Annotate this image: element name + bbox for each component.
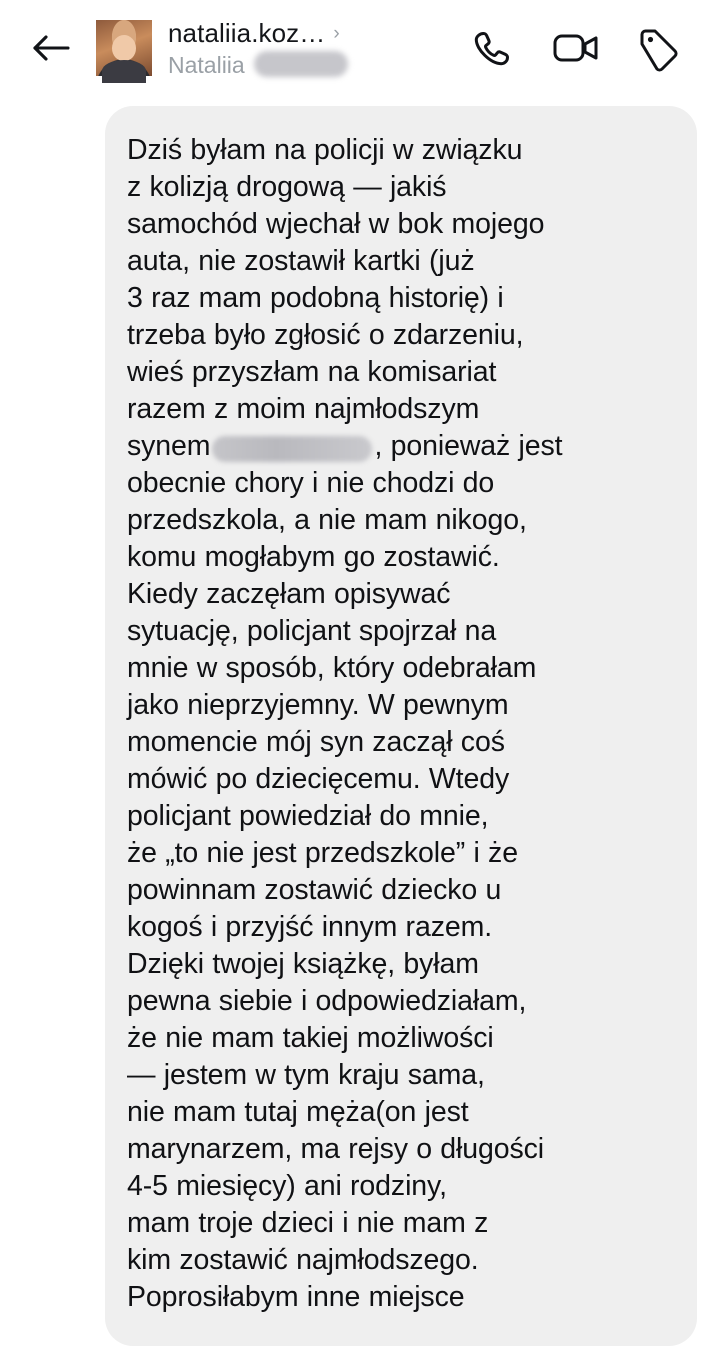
message-line: auta, nie zostawił kartki (już bbox=[127, 245, 475, 277]
username-row[interactable] bbox=[168, 18, 455, 49]
message-line: razem z moim najmłodszym bbox=[127, 393, 480, 425]
message-line: momencie mój syn zaczął coś bbox=[127, 726, 505, 758]
fullname-row bbox=[168, 52, 455, 79]
conversation-title[interactable] bbox=[168, 18, 455, 79]
message-line: trzeba było zgłosić o zdarzeniu, bbox=[127, 319, 524, 351]
message-bubble[interactable] bbox=[105, 106, 697, 1346]
message-line: Dzięki twojej książkę, byłam bbox=[127, 948, 479, 980]
video-call-button[interactable] bbox=[549, 21, 603, 75]
message-line: jako nieprzyjemny. W pewnym bbox=[127, 689, 509, 721]
message-text bbox=[127, 132, 673, 1316]
message-line: kogoś i przyjść innym razem. bbox=[127, 911, 493, 943]
message-line: mówić po dziecięcemu. Wtedy bbox=[127, 763, 510, 795]
message-line-prefix: synem bbox=[127, 430, 211, 462]
message-line: marynarzem, ma rejsy o długości bbox=[127, 1133, 545, 1165]
message-line: samochód wjechał w bok mojego bbox=[127, 208, 545, 240]
message-line: wieś przyszłam na komisariat bbox=[127, 356, 497, 388]
username-label: nataliia.koz… bbox=[168, 17, 326, 48]
message-line: Dziś byłam na policji w związku bbox=[127, 134, 523, 166]
message-line: z kolizją drogową — jakiś bbox=[127, 171, 447, 203]
message-line: sytuację, policjant spojrzał na bbox=[127, 615, 497, 647]
message-line: że „to nie jest przedszkole” i że bbox=[127, 837, 518, 869]
message-line: 3 raz mam podobną historię) i bbox=[127, 282, 504, 314]
conversation-header bbox=[0, 0, 709, 96]
message-line-suffix: , ponieważ jest bbox=[374, 430, 563, 462]
message-line: komu mogłabym go zostawić. bbox=[127, 541, 500, 573]
header-actions bbox=[465, 21, 687, 75]
redacted-child-name-overlay bbox=[212, 436, 372, 462]
avatar-shoulders bbox=[102, 60, 147, 82]
message-line: — jestem w tym kraju sama, bbox=[127, 1059, 485, 1091]
message-line-redacted bbox=[127, 428, 673, 465]
back-button[interactable] bbox=[22, 19, 80, 77]
message-line-cutoff: Poprosiłabym inne miejsce bbox=[127, 1281, 465, 1313]
message-line: powinnam zostawić dziecko u bbox=[127, 874, 502, 906]
message-line: że nie mam takiej możliwości bbox=[127, 1022, 494, 1054]
message-line: 4-5 miesięcy) ani rodziny, bbox=[127, 1170, 447, 1202]
chevron-right-icon: › bbox=[333, 23, 340, 44]
audio-call-button[interactable] bbox=[465, 21, 519, 75]
redacted-name-overlay bbox=[254, 51, 348, 77]
message-line: mnie w sposób, który odebrałam bbox=[127, 652, 537, 684]
message-line: przedszkola, a nie mam nikogo, bbox=[127, 504, 527, 536]
message-line: obecnie chory i nie chodzi do bbox=[127, 467, 495, 499]
tag-button[interactable] bbox=[633, 21, 687, 75]
message-line: Kiedy zaczęłam opisywać bbox=[127, 578, 451, 610]
message-line: mam troje dzieci i nie mam z bbox=[127, 1207, 489, 1239]
message-line: policjant powiedział do mnie, bbox=[127, 800, 489, 832]
fullname-label: Nataliia bbox=[168, 51, 245, 78]
message-line: kim zostawić najmłodszego. bbox=[127, 1244, 479, 1276]
avatar[interactable] bbox=[96, 20, 152, 76]
message-thread[interactable] bbox=[0, 96, 709, 1346]
message-line: pewna siebie i odpowiedziałam, bbox=[127, 985, 527, 1017]
message-line: nie mam tutaj męża(on jest bbox=[127, 1096, 469, 1128]
